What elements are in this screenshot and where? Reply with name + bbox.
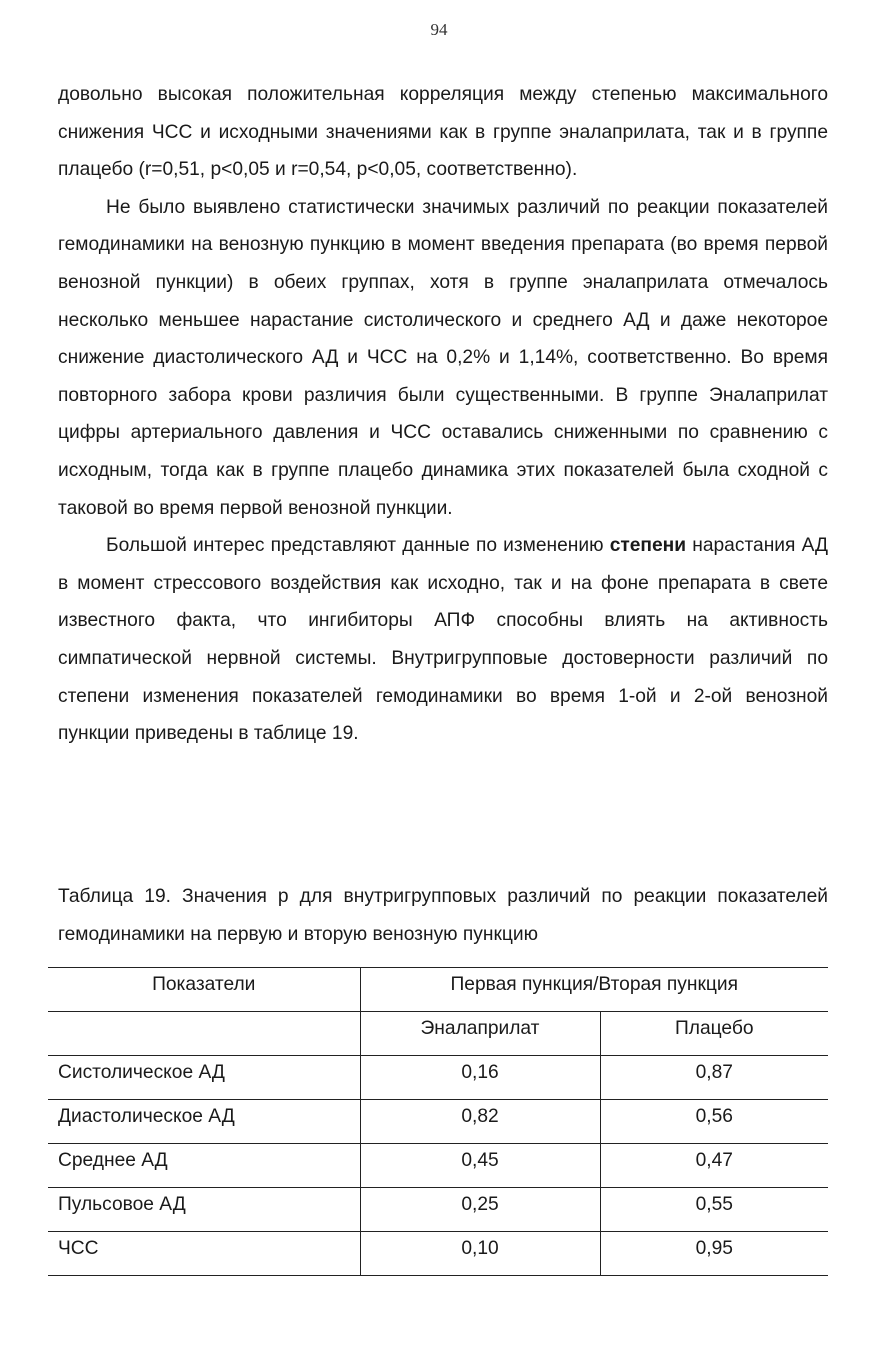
row-value-placebo: 0,56 xyxy=(600,1100,828,1144)
paragraph-2: Не было выявлено статистически значимых различий по реакции показателей гемодинамики на венозную пункцию в момент введения препарата (во время первой венозной пункции) в обеих группах, хотя в группе эналаприлата отмечалось несколько меньшее нарастание систолического и среднего АД и даже некоторое снижение диастолического АД и ЧСС на 0,2% и 1,14%, соответственно. Во время повторного забора крови различия были существенными. В группе Эналаприлат цифры артериального давления и ЧСС оставались сниженными по сравнению с исходным, тогда как в группе плацебо динамика этих показателей была сходной с таковой во время первой венозной пункции. xyxy=(58,196,828,519)
row-name: ЧСС xyxy=(48,1232,360,1276)
row-value-placebo: 0,95 xyxy=(600,1232,828,1276)
row-name: Среднее АД xyxy=(48,1144,360,1188)
row-name: Диастолическое АД xyxy=(48,1100,360,1144)
row-value-enalaprilat: 0,25 xyxy=(360,1188,600,1232)
paragraph-1: довольно высокая положительная корреляция между степенью максимального снижения ЧСС и исходными значениями как в группе эналаприлата, так и в группе плацебо (r=0,51, p<0,05 и r=0,54, p<0,05, соответственно). xyxy=(58,84,828,181)
table-subheader-row xyxy=(48,1012,828,1056)
row-value-enalaprilat: 0,10 xyxy=(360,1232,600,1276)
header-puncture-group: Первая пункция/Вторая пункция xyxy=(360,968,828,1012)
subheader-empty xyxy=(48,1012,360,1056)
table-row xyxy=(48,1144,828,1188)
table-row xyxy=(48,1232,828,1276)
subheader-placebo: Плацебо xyxy=(600,1012,828,1056)
row-value-enalaprilat: 0,16 xyxy=(360,1056,600,1100)
row-value-placebo: 0,87 xyxy=(600,1056,828,1100)
header-indicators: Показатели xyxy=(48,968,360,1012)
table-row xyxy=(48,1056,828,1100)
paragraph-3-text-end: нарастания АД в момент стрессового воздействия как исходно, так и на фоне препарата в свете известного факта, что ингибиторы АПФ способны влиять на активность симпатической нервной системы. Внутригрупповые достоверности различий по степени изменения показателей гемодинамики во время 1-ой и 2-ой венозной пункции приведены в таблице 19. xyxy=(58,535,828,745)
table-header-row xyxy=(48,968,828,1012)
row-value-enalaprilat: 0,82 xyxy=(360,1100,600,1144)
paragraph-3 xyxy=(58,527,828,753)
row-name: Систолическое АД xyxy=(48,1056,360,1100)
row-name: Пульсовое АД xyxy=(48,1188,360,1232)
subheader-enalaprilat: Эналаприлат xyxy=(360,1012,600,1056)
paragraph-3-bold-word: степени xyxy=(609,535,687,557)
data-table xyxy=(48,967,828,1276)
table-caption: Таблица 19. Значения р для внутригрупповых различий по реакции показателей гемодинамики на первую и вторую венозную пункцию xyxy=(58,886,828,945)
row-value-placebo: 0,47 xyxy=(600,1144,828,1188)
body-text xyxy=(58,76,828,753)
table-row xyxy=(48,1100,828,1144)
page-number: 94 xyxy=(430,20,448,39)
row-value-enalaprilat: 0,45 xyxy=(360,1144,600,1188)
paragraph-3-text-start: Большой интерес представляют данные по изменению xyxy=(106,535,610,557)
row-value-placebo: 0,55 xyxy=(600,1188,828,1232)
table-row xyxy=(48,1188,828,1232)
